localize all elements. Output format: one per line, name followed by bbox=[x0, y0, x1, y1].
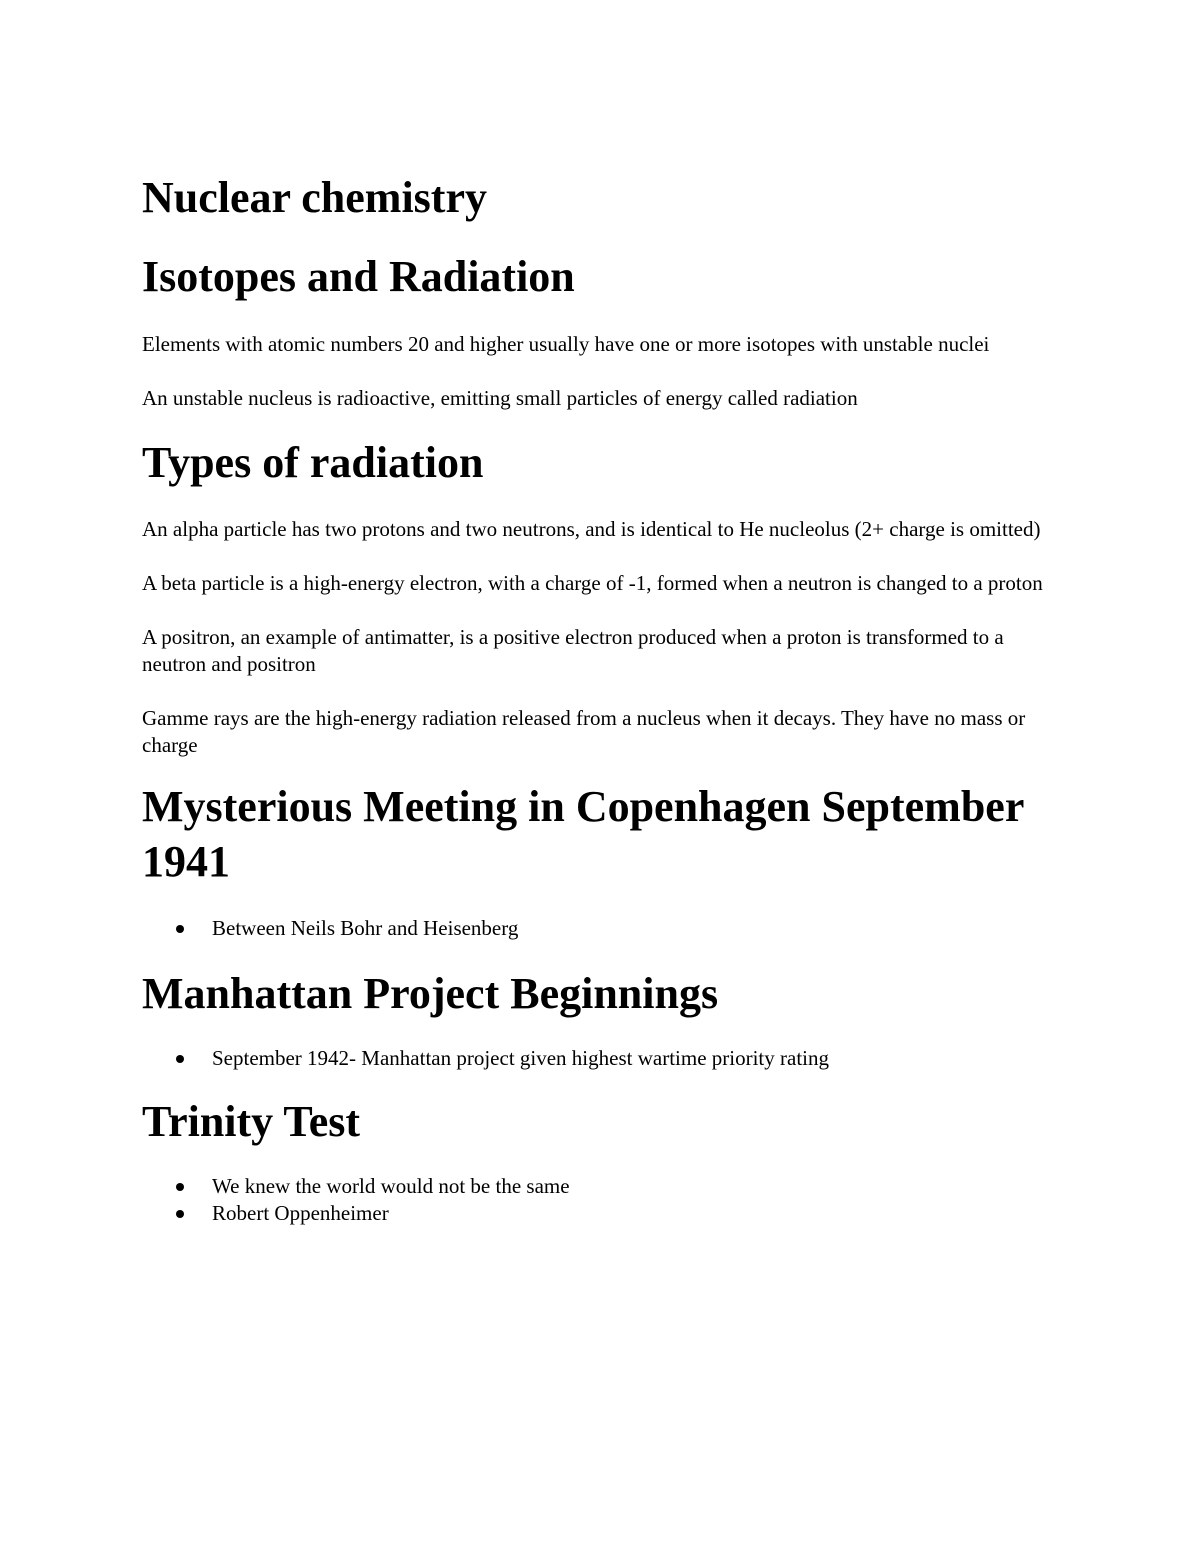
list-item bbox=[142, 1200, 1062, 1227]
paragraph-positron: A positron, an example of antimatter, is a positive electron produced when a proton is transformed to a neutron and positron bbox=[142, 625, 1004, 676]
list-item-text: September 1942- Manhattan project given highest wartime priority rating bbox=[212, 1046, 829, 1070]
paragraph-beta: A beta particle is a high-energy electron, with a charge of -1, formed when a neutron is changed to a proton bbox=[142, 571, 1043, 595]
bullet-icon bbox=[176, 1210, 184, 1218]
paragraph-alpha: An alpha particle has two protons and two neutrons, and is identical to He nucleolus (2+ charge is omitted) bbox=[142, 517, 1041, 541]
list-item-text: We knew the world would not be the same bbox=[212, 1174, 570, 1198]
list-item-text: Robert Oppenheimer bbox=[212, 1201, 389, 1225]
document-title: Nuclear chemistry bbox=[142, 173, 487, 222]
paragraph-gamma: Gamme rays are the high-energy radiation released from a nucleus when it decays. They have no mass or charge bbox=[142, 706, 1026, 757]
section-heading-types-of-radiation: Types of radiation bbox=[142, 438, 484, 487]
section-heading-trinity-test: Trinity Test bbox=[142, 1097, 361, 1146]
bullet-icon bbox=[176, 1183, 184, 1191]
paragraph-isotopes-1: Elements with atomic numbers 20 and higher usually have one or more isotopes with unstable nuclei bbox=[142, 332, 990, 356]
list-item-text: Between Neils Bohr and Heisenberg bbox=[212, 916, 519, 940]
bullet-icon bbox=[176, 1055, 184, 1063]
bullet-list-manhattan bbox=[142, 1045, 1062, 1072]
paragraph-isotopes-2: An unstable nucleus is radioactive, emitting small particles of energy called radiation bbox=[142, 386, 858, 410]
bullet-list-copenhagen bbox=[142, 915, 1062, 942]
list-item bbox=[142, 1173, 1062, 1200]
list-item bbox=[142, 1045, 1062, 1072]
document-page bbox=[142, 170, 1062, 1227]
bullet-list-trinity bbox=[142, 1173, 1062, 1227]
list-item bbox=[142, 915, 1062, 942]
section-heading-copenhagen: Mysterious Meeting in Copenhagen September 1941 bbox=[142, 782, 1024, 886]
section-heading-manhattan-project: Manhattan Project Beginnings bbox=[142, 969, 719, 1018]
bullet-icon bbox=[176, 925, 184, 933]
section-heading-isotopes: Isotopes and Radiation bbox=[142, 252, 575, 301]
